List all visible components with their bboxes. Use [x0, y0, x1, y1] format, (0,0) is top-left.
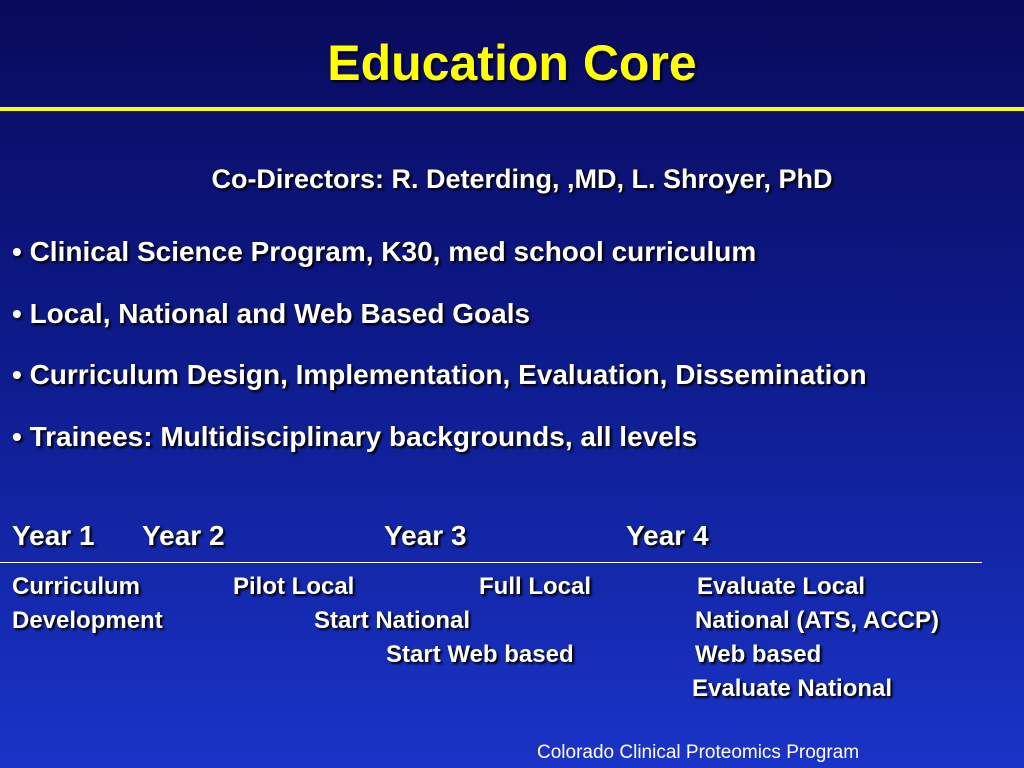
year-1-header: Year 1 — [12, 520, 95, 551]
footer-program-name: Colorado Clinical Proteomics Program — [537, 742, 860, 763]
schedule-year4-line: Evaluate Local — [697, 573, 866, 600]
bullet-item: • Clinical Science Program, K30, med school curriculum — [12, 236, 757, 267]
bullet-item: • Local, National and Web Based Goals — [12, 298, 531, 329]
schedule-year3-line: Full Local — [479, 573, 592, 600]
bullet-item: • Trainees: Multidisciplinary backgrounds, all levels — [12, 421, 698, 452]
schedule-divider — [0, 562, 982, 563]
schedule-year1-line: Curriculum — [12, 573, 141, 600]
title-underline — [0, 107, 1024, 111]
year-2-header: Year 2 — [142, 520, 225, 551]
schedule-year1-line: Development — [12, 607, 163, 634]
schedule-year4-line: National (ATS, ACCP) — [695, 607, 939, 634]
year-3-header: Year 3 — [384, 520, 467, 551]
year-4-header: Year 4 — [626, 520, 709, 551]
schedule-year2-line: Pilot Local — [233, 573, 355, 600]
schedule-year2-line: Start National — [314, 607, 471, 634]
schedule-year3-line: Start Web based — [386, 641, 574, 668]
schedule-year4-line: Web based — [695, 641, 822, 668]
bullet-item: • Curriculum Design, Implementation, Evaluation, Dissemination — [12, 359, 867, 390]
slide-title: Education Core — [327, 35, 697, 91]
co-directors-line: Co-Directors: R. Deterding, ,MD, L. Shroyer, PhD — [211, 164, 833, 194]
schedule-year4-line: Evaluate National — [692, 675, 893, 702]
